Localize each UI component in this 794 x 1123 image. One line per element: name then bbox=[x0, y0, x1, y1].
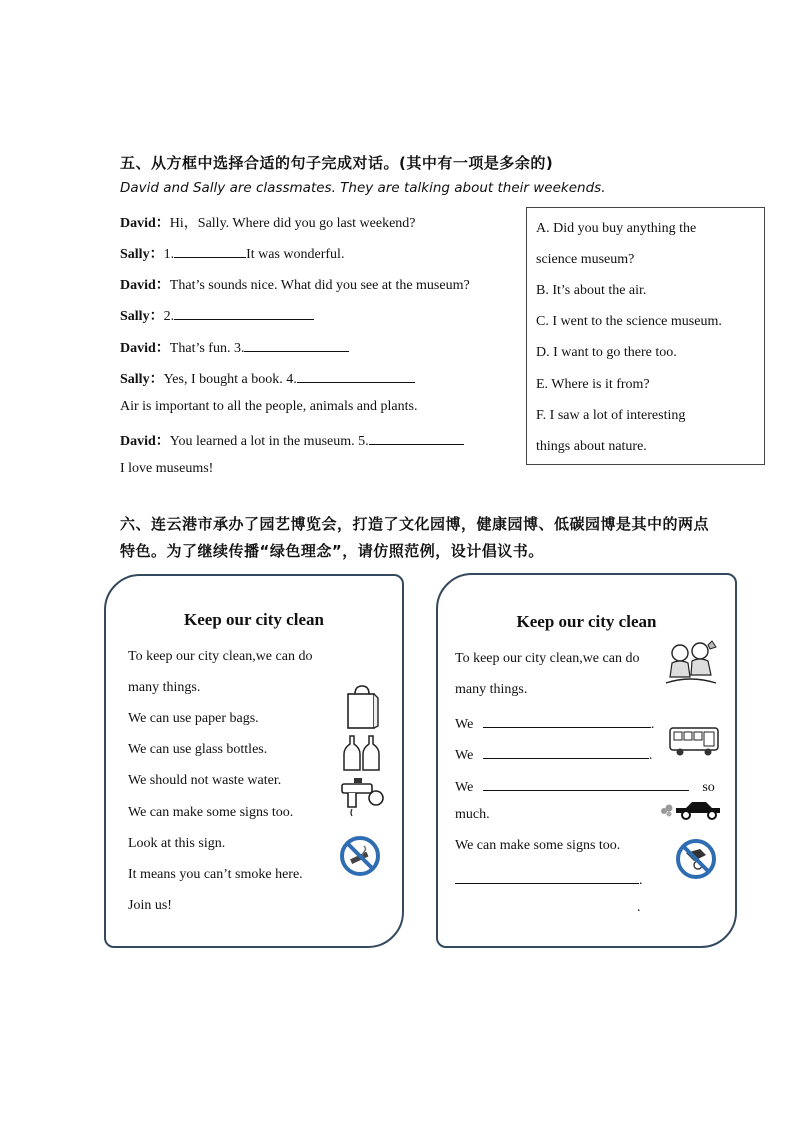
paper-bag-icon bbox=[344, 684, 380, 730]
line-end: . bbox=[639, 873, 643, 888]
card-line: many things. bbox=[128, 680, 201, 695]
bus-icon bbox=[668, 725, 720, 757]
section5-title: 五、从方框中选择合适的句子完成对话。(其中有一项是多余的) bbox=[120, 154, 554, 172]
card-line: We can make some signs too. bbox=[455, 838, 621, 853]
writing-line-2 bbox=[455, 744, 652, 764]
dialogue-text: Hi，Sally. Where did you go last weekend? bbox=[169, 216, 416, 231]
option-b: B. It’s about the air. bbox=[536, 283, 647, 298]
no-smoking-icon bbox=[338, 834, 382, 878]
card-line: To keep our city clean,we can do bbox=[128, 649, 313, 664]
option-e: E. Where is it from? bbox=[536, 377, 650, 392]
dialogue-line-9 bbox=[120, 461, 213, 477]
card-line: It means you can’t smoke here. bbox=[128, 867, 303, 882]
card-line: Look at this sign. bbox=[128, 836, 226, 851]
blank-number: 1. bbox=[163, 247, 175, 262]
children-planting-icon bbox=[664, 639, 718, 689]
section6-title-line1: 六、连云港市承办了园艺博览会，打造了文化园博，健康园博、低碳园博是其中的两点 bbox=[120, 515, 710, 533]
option-a-line2: science museum? bbox=[536, 252, 635, 267]
writing-line-3 bbox=[455, 776, 715, 796]
dialogue-text: Yes, I bought a book. 4. bbox=[163, 372, 297, 387]
card-title: Keep our city clean bbox=[516, 612, 657, 631]
dialogue-line-4 bbox=[120, 305, 314, 325]
speaker: David： bbox=[120, 278, 170, 293]
glass-bottles-icon bbox=[342, 734, 382, 772]
writing-line-1 bbox=[455, 713, 654, 733]
dialogue-line-3 bbox=[120, 274, 470, 294]
answer-blank-2[interactable] bbox=[174, 305, 314, 320]
example-card bbox=[104, 574, 404, 948]
line-end: . bbox=[650, 717, 655, 732]
speaker: David： bbox=[120, 434, 170, 449]
speaker: David： bbox=[120, 341, 170, 356]
writing-card bbox=[436, 573, 737, 948]
car-exhaust-icon bbox=[660, 797, 724, 821]
we-label: We bbox=[455, 780, 474, 795]
speaker: David： bbox=[120, 216, 170, 231]
card-line: much. bbox=[455, 807, 490, 822]
writing-blank-4[interactable] bbox=[455, 869, 639, 884]
speaker: Sally： bbox=[120, 372, 164, 387]
answer-blank-1[interactable] bbox=[174, 243, 246, 258]
answer-blank-5[interactable] bbox=[369, 430, 464, 445]
card-line: We should not waste water. bbox=[128, 773, 282, 788]
option-f-line2: things about nature. bbox=[536, 439, 647, 454]
writing-blank-2[interactable] bbox=[483, 744, 649, 759]
card-line: We can use paper bags. bbox=[128, 711, 259, 726]
answer-blank-3[interactable] bbox=[244, 337, 349, 352]
dialogue-text: It was wonderful. bbox=[246, 247, 345, 262]
section5-subtitle: David and Sally are classmates. They are talking about their weekends. bbox=[120, 180, 606, 196]
dialogue-text: That’s fun. 3. bbox=[169, 341, 245, 356]
answer-blank-4[interactable] bbox=[297, 368, 415, 383]
speaker: Sally： bbox=[120, 247, 164, 262]
card-line: many things. bbox=[455, 682, 528, 697]
dialogue-line-5 bbox=[120, 337, 349, 357]
dialogue-line-2 bbox=[120, 243, 344, 263]
writing-line-4 bbox=[455, 869, 643, 889]
line-end: so bbox=[702, 780, 715, 795]
speaker: Sally： bbox=[120, 309, 164, 324]
option-c: C. I went to the science museum. bbox=[536, 314, 722, 329]
dialogue-text: You learned a lot in the museum. 5. bbox=[169, 434, 369, 449]
options-box bbox=[526, 207, 765, 465]
option-f-line1: F. I saw a lot of interesting bbox=[536, 408, 686, 423]
option-d: D. I want to go there too. bbox=[536, 345, 677, 360]
section6-title-line2: 特色。为了继续传播“绿色理念”，请仿照范例，设计倡议书。 bbox=[120, 542, 544, 560]
dialogue-text: That’s sounds nice. What did you see at the museum? bbox=[169, 278, 470, 293]
blank-number: 2. bbox=[163, 309, 175, 324]
we-label: We bbox=[455, 748, 474, 763]
dialogue-line-1 bbox=[120, 212, 416, 232]
card-line: To keep our city clean,we can do bbox=[455, 651, 640, 666]
dialogue-line-8 bbox=[120, 430, 464, 450]
dialogue-line-7 bbox=[120, 399, 417, 415]
no-littering-icon bbox=[674, 837, 718, 881]
dialogue-text: Air is important to all the people, animals and plants. bbox=[120, 399, 418, 414]
water-tap-icon bbox=[340, 776, 386, 818]
line-end: . bbox=[637, 900, 641, 915]
line-end: . bbox=[648, 748, 653, 763]
card-title: Keep our city clean bbox=[184, 610, 324, 629]
option-a-line1: A. Did you buy anything the bbox=[536, 221, 697, 236]
card-line: Join us! bbox=[128, 898, 172, 913]
card-line: We can make some signs too. bbox=[128, 805, 294, 820]
card-line: We can use glass bottles. bbox=[128, 742, 268, 757]
writing-blank-3[interactable] bbox=[483, 776, 689, 791]
writing-blank-1[interactable] bbox=[483, 713, 651, 728]
dialogue-line-6 bbox=[120, 368, 415, 388]
dialogue-text: I love museums! bbox=[120, 461, 214, 476]
we-label: We bbox=[455, 717, 474, 732]
